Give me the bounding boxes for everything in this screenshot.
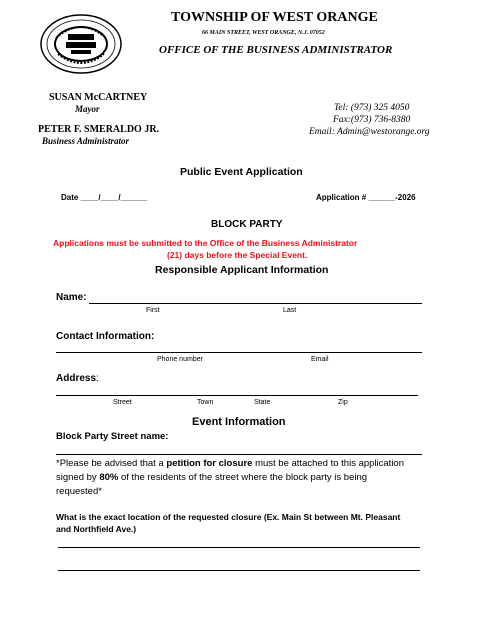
address-label-text: Address xyxy=(56,373,97,384)
first-name-caption: First xyxy=(146,307,160,314)
phone-caption: Phone number xyxy=(157,356,203,363)
petition-bold-2: 80% xyxy=(99,472,119,483)
location-input-line-1[interactable] xyxy=(58,547,420,548)
location-question-line-2: and Northfield Ave.) xyxy=(56,524,137,534)
section-applicant-heading: Responsible Applicant Information xyxy=(155,264,329,276)
contact-email: Email: Admin@westorange.org xyxy=(309,127,430,137)
petition-notice-line-1 xyxy=(56,458,404,469)
town-caption: Town xyxy=(197,399,214,406)
address-label xyxy=(56,373,99,384)
location-input-line-2[interactable] xyxy=(58,570,420,571)
township-seal xyxy=(40,14,122,74)
street-name-label: Block Party Street name: xyxy=(56,431,169,442)
application-number-field[interactable]: Application # ______-2026 xyxy=(316,193,416,202)
office-title: OFFICE OF THE BUSINESS ADMINISTRATOR xyxy=(159,44,393,56)
petition-notice-line-2 xyxy=(56,472,367,483)
contact-tel: Tel: (973) 325 4050 xyxy=(334,103,410,113)
location-question-line-1: What is the exact location of the requested closure (Ex. Main St between Mt. Pleasant xyxy=(56,512,401,522)
zip-caption: Zip xyxy=(338,399,348,406)
contact-fax: Fax:(973) 736-8380 xyxy=(333,115,411,125)
last-name-caption: Last xyxy=(283,307,297,314)
state-caption: State xyxy=(254,399,271,406)
petition-text-2: must be attached to this application xyxy=(252,458,405,469)
date-field[interactable]: Date ____/____/______ xyxy=(61,193,148,202)
name-label: Name: xyxy=(56,292,87,303)
admin-name: PETER F. SMERALDO JR. xyxy=(38,124,160,135)
petition-text-4: of the residents of the street where the block party is being xyxy=(118,472,368,483)
form-heading: Public Event Application xyxy=(180,166,303,178)
admin-title: Business Administrator xyxy=(42,136,129,146)
petition-text-3: signed by xyxy=(56,472,100,483)
petition-notice-line-3: requested* xyxy=(56,486,102,497)
notice-line-2: (21) days before the Special Event. xyxy=(167,250,308,260)
mayor-name: SUSAN McCARTNEY xyxy=(49,92,148,103)
township-address: 66 MAIN STREET, WEST ORANGE, N.J. 07052 xyxy=(202,30,325,36)
petition-text-1: *Please be advised that a xyxy=(56,458,167,469)
address-input-line[interactable] xyxy=(56,395,418,396)
mayor-title: Mayor xyxy=(75,104,100,114)
section-event-heading: Event Information xyxy=(192,416,286,428)
event-type: BLOCK PARTY xyxy=(211,219,283,230)
township-title: TOWNSHIP OF WEST ORANGE xyxy=(171,10,378,25)
name-input-line[interactable] xyxy=(89,303,422,304)
street-name-input-line[interactable] xyxy=(56,454,422,455)
petition-bold-1: petition for closure xyxy=(166,458,253,469)
street-caption: Street xyxy=(113,399,132,406)
address-label-colon: : xyxy=(96,373,99,384)
contact-input-line[interactable] xyxy=(56,352,422,353)
contact-label: Contact Information: xyxy=(56,331,155,342)
email-caption: Email xyxy=(311,356,329,363)
notice-line-1: Applications must be submitted to the Office of the Business Administrator xyxy=(53,238,358,248)
